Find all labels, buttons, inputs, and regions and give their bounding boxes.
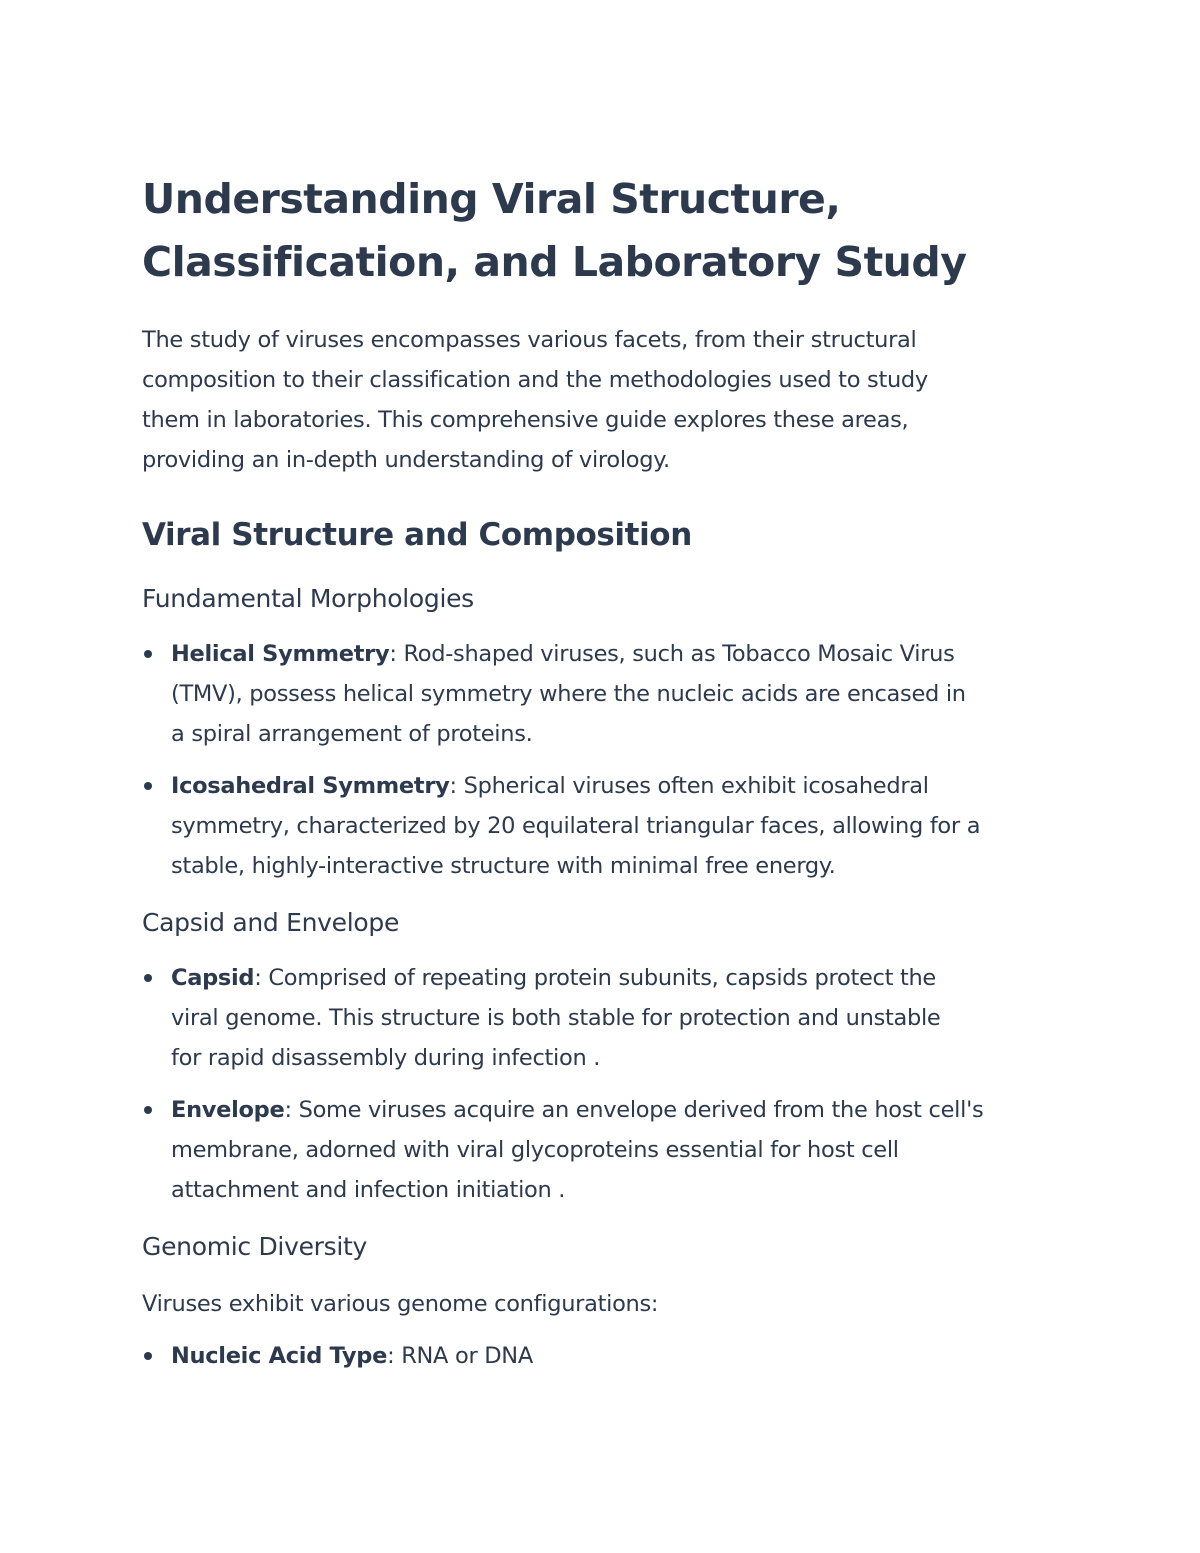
list-item-line: symmetry, characterized by 20 equilateral triangular faces, allowing for a [171,813,981,839]
list-item-text: Spherical viruses often exhibit icosahedral [456,773,929,799]
term-separator: : [254,965,262,991]
document-title [142,168,1070,294]
intro-line: them in laboratories. This comprehensive guide explores these areas, [142,407,909,433]
genomic-diversity-paragraph: Viruses exhibit various genome configurations: [142,1291,659,1317]
list-item-line [171,958,1070,998]
list-item-term: Helical Symmetry [171,641,390,667]
list-item-line: (TMV), possess helical symmetry where the nucleic acids are encased in [171,681,966,707]
subsection-heading-morphologies: Fundamental Morphologies [142,584,474,613]
bullet-icon [144,650,152,658]
capsid-envelope-list [142,958,1070,1210]
term-separator: : [449,773,457,799]
intro-paragraph [142,320,1070,480]
list-item [142,1090,1070,1210]
bullet-icon [144,1106,152,1114]
list-item [142,958,1070,1078]
list-item-text: Rod-shaped viruses, such as Tobacco Mosaic Virus [396,641,955,667]
intro-line: providing an in-depth understanding of virology. [142,447,670,473]
genomic-diversity-list [142,1336,1070,1376]
term-separator: : [389,641,397,667]
list-item [142,1336,1070,1376]
section-heading-viral-structure: Viral Structure and Composition [142,517,692,553]
list-item-line [171,634,1070,674]
term-separator: : [387,1343,395,1369]
list-item-line: membrane, adorned with viral glycoproteins essential for host cell [171,1137,899,1163]
morphologies-list [142,634,1070,886]
list-item-line: stable, highly-interactive structure with minimal free energy. [171,853,836,879]
list-item-term: Envelope [171,1097,285,1123]
list-item-term: Nucleic Acid Type [171,1343,388,1369]
document-title-line: Classification, and Laboratory Study [142,238,967,286]
list-item-line [171,766,1070,806]
list-item [142,634,1070,754]
subsection-heading-capsid-envelope: Capsid and Envelope [142,908,400,937]
list-item-line: viral genome. This structure is both stable for protection and unstable [171,1005,941,1031]
list-item-text: Some viruses acquire an envelope derived from the host cell's [291,1097,984,1123]
intro-line: composition to their classification and the methodologies used to study [142,367,928,393]
list-item-term: Capsid [171,965,255,991]
list-item-line [171,1090,1070,1130]
bullet-icon [144,1352,152,1360]
bullet-icon [144,974,152,982]
list-item-line: attachment and infection initiation . [171,1177,566,1203]
list-item-text: Comprised of repeating protein subunits, capsids protect the [261,965,936,991]
intro-line: The study of viruses encompasses various facets, from their structural [142,327,917,353]
term-separator: : [284,1097,292,1123]
bullet-icon [144,782,152,790]
list-item-line: for rapid disassembly during infection . [171,1045,601,1071]
list-item-line [171,1336,1070,1376]
document-title-line: Understanding Viral Structure, [142,175,841,223]
subsection-heading-genomic-diversity: Genomic Diversity [142,1232,368,1261]
list-item [142,766,1070,886]
list-item-line: a spiral arrangement of proteins. [171,721,533,747]
list-item-term: Icosahedral Symmetry [171,773,450,799]
list-item-text: RNA or DNA [394,1343,533,1369]
